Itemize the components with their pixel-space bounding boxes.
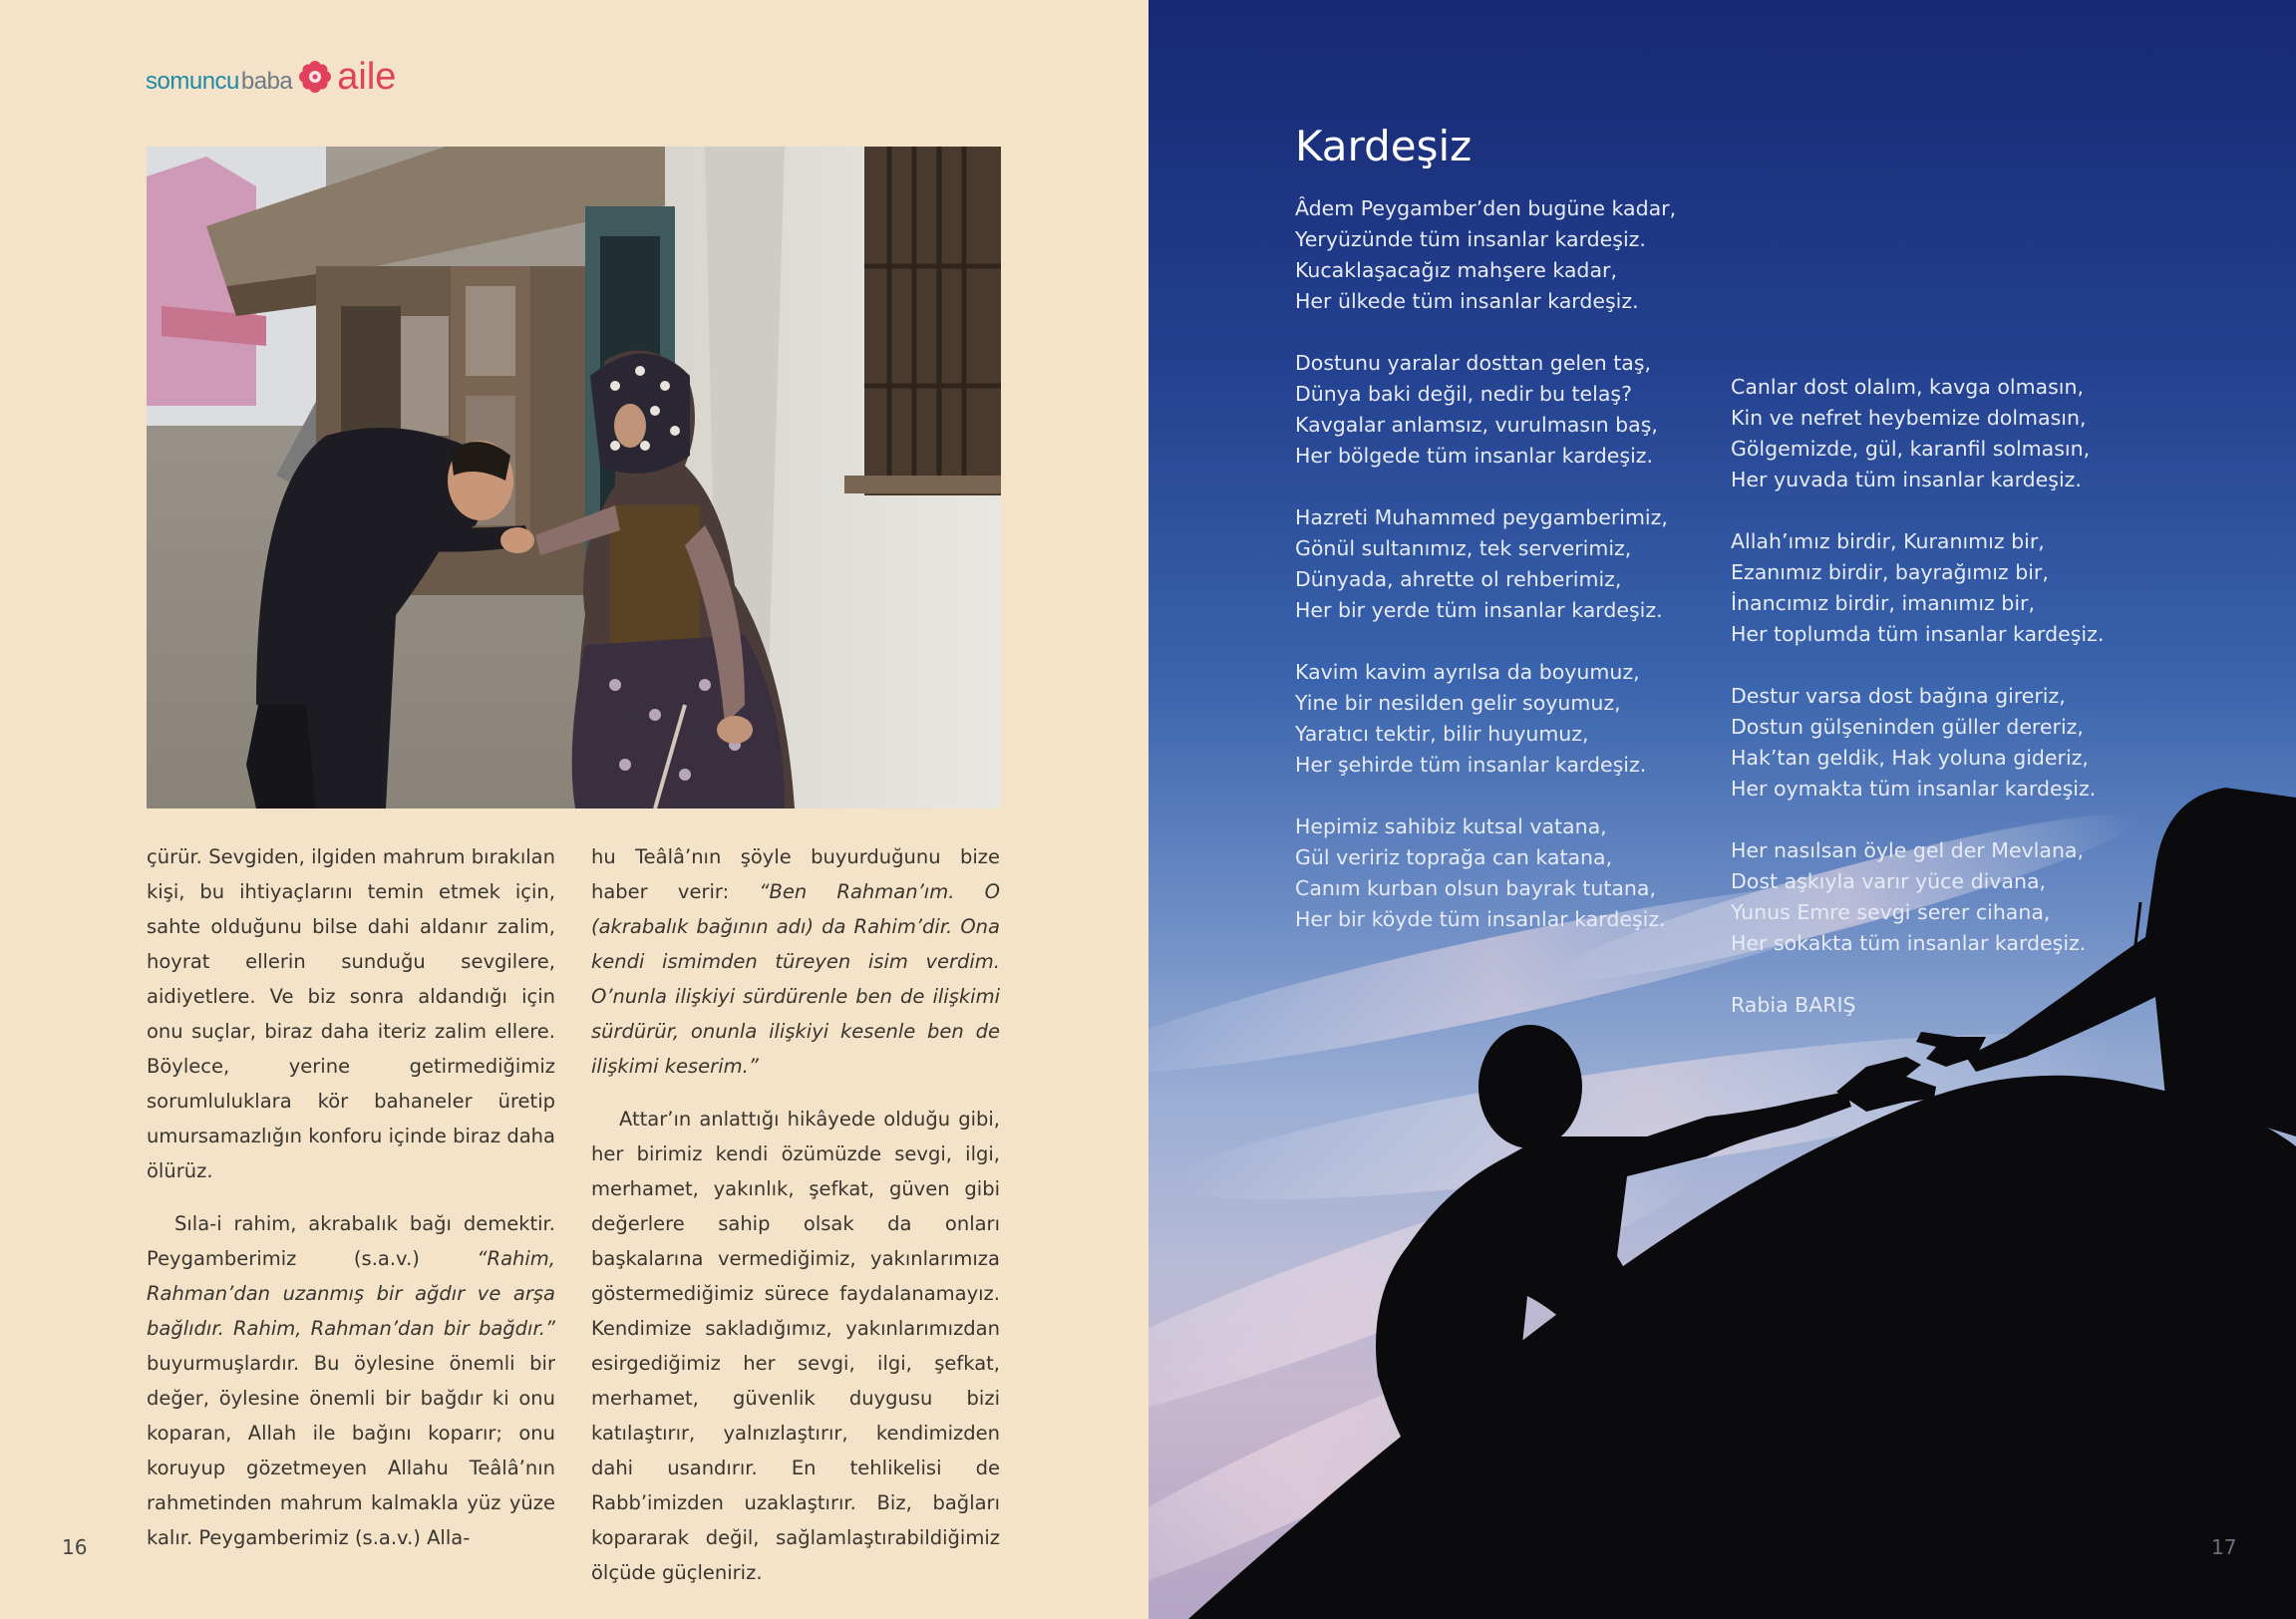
poem-line: Ezanımız birdir, bayrağımız bir, xyxy=(1731,560,2049,584)
poem-line: Hak’tan geldik, Hak yoluna gideriz, xyxy=(1731,746,2089,770)
poem-column-2 xyxy=(1731,372,2159,1021)
poem-title: Kardeşiz xyxy=(1295,122,1473,170)
logo-text-baba: baba xyxy=(240,68,293,95)
paragraph xyxy=(147,839,555,1188)
poem-line: Kavgalar anlamsız, vurulmasın baş, xyxy=(1295,413,1658,437)
poem-line: Dünya baki değil, nedir bu telaş? xyxy=(1295,382,1632,406)
paragraph: Attar’ın anlattığı hikâyede olduğu gibi, her birimiz kendi özümüzde sevgi, ilgi, merhamet, yakınlık, şefkat, güven gibi değerlere sahip olsak da onları başkalarına vermediğimiz, yakınlarımıza göstermediğimiz sürece faydalanamayız. Kendimize sakladığımız, yakınlarımızdan esirgediğimiz her sevgi, ilgi, şefkat, merhamet, güvenlik duygusu bizi katılaştırır, yalnızlaştırır, kendimizden dahi usandırır. En tehlikelisi de Rabb’imizden uzaklaştırır. Biz, bağları kopararak değil, sağlamlaştırabildiğimiz ölçüde güçleniriz. xyxy=(591,1108,1000,1584)
paragraph-text: hu Teâlâ’nın şöyle buyurduğunu bize haber verir: xyxy=(591,845,1000,903)
stanza xyxy=(1731,372,2159,495)
village-photo xyxy=(147,147,1001,809)
poem-line: Her yuvada tüm insanlar kardeşiz. xyxy=(1731,468,2082,491)
poem-line: Âdem Peygamber’den bugüne kadar, xyxy=(1295,196,1677,220)
article-column-1 xyxy=(147,839,555,1573)
poem-line: Her şehirde tüm insanlar kardeşiz. xyxy=(1295,753,1647,777)
poem-line: Her toplumda tüm insanlar kardeşiz. xyxy=(1731,622,2105,646)
poem-line: Canım kurban olsun bayrak tutana, xyxy=(1295,876,1657,900)
stanza xyxy=(1295,193,1724,317)
poem-line: Gönül sultanımız, tek serverimiz, xyxy=(1295,536,1632,560)
poem-line: İnancımız birdir, imanımız bir, xyxy=(1731,591,2035,615)
paragraph-text: buyurmuşlardır. Bu öylesine önemli bir değer, öylesine önemli bir bağdır ki onu koparan, Allah ile bağını koparır; onu koruyup gözetmeyen Allahu Teâlâ’nın rahmetinden mahrum kalmakla yüz yüze kalır. Peygamberimiz (s.a.v.) Alla- xyxy=(147,1352,555,1549)
stanza xyxy=(1731,526,2159,650)
paragraph xyxy=(591,839,1000,1084)
stanza xyxy=(1731,835,2159,959)
poem-line: Kin ve nefret heybemize dolmasın, xyxy=(1731,406,2087,430)
poem-line: Hepimiz sahibiz kutsal vatana, xyxy=(1295,814,1607,838)
poem-line: Hazreti Muhammed peygamberimiz, xyxy=(1295,505,1668,529)
stanza xyxy=(1731,681,2159,805)
poem-line: Yaratıcı tektir, bilir huyumuz, xyxy=(1295,722,1589,746)
poem-line: Yeryüzünde tüm insanlar kardeşiz. xyxy=(1295,227,1646,251)
paragraph-text: çürür. Sevgiden, ilgiden mahrum bırakılan kişi, bu ihtiyaçlarını temin etmek için, sahte olduğunu bilse dahi aldanır zalim, hoyrat ellerin sunduğu sevgilere, aidiyetlere. Ve biz sonra aldandığı için onu suçlar, biraz daha iteriz zalim ellere. Böylece, yerine getirmediğimiz sorumluluklara kör bahaneler üretip umursamazlığın konforu içinde biraz daha ölürüz. xyxy=(147,845,555,1182)
poem-line: Dostun gülşeninden güller dereriz, xyxy=(1731,715,2084,739)
poem-line: Her bir köyde tüm insanlar kardeşiz. xyxy=(1295,907,1666,931)
poem-line: Dost aşkıyla varır yüce divana, xyxy=(1731,869,2047,893)
poem-line: Kavim kavim ayrılsa da boyumuz, xyxy=(1295,660,1640,684)
poem-line: Canlar dost olalım, kavga olmasın, xyxy=(1731,375,2085,399)
hadith-quote: “Rahim, Rahman’dan uzanmış bir ağdır ve arşa bağlıdır. Rahim, Rahman’dan bir bağdır.” xyxy=(147,1247,555,1340)
poem-line: Her ülkede tüm insanlar kardeşiz. xyxy=(1295,289,1639,313)
stanza xyxy=(1295,502,1724,626)
poem-line: Gölgemizde, gül, karanfil solmasın, xyxy=(1731,437,2091,461)
logo-text-somuncu: somuncu xyxy=(146,68,239,95)
poem-line: Her bir yerde tüm insanlar kardeşiz. xyxy=(1295,598,1663,622)
poem-line: Kucaklaşacağız mahşere kadar, xyxy=(1295,258,1617,282)
poem-line: Yine bir nesilden gelir soyumuz, xyxy=(1295,691,1621,715)
paragraph xyxy=(147,1206,555,1555)
logo-text-aile: aile xyxy=(337,56,397,98)
paragraph-text: Sıla-i rahim, akrabalık bağı demektir. Peygamberimiz (s.a.v.) xyxy=(147,1212,555,1270)
article-column-2 xyxy=(591,839,1000,1608)
flower-logo-icon xyxy=(298,60,332,94)
poem-line: Her oymakta tüm insanlar kardeşiz. xyxy=(1731,777,2097,801)
stanza xyxy=(1295,811,1724,935)
poem-line: Dostunu yaralar dosttan gelen taş, xyxy=(1295,351,1652,375)
stanza xyxy=(1295,657,1724,781)
poem-column-1 xyxy=(1295,193,1724,966)
poem-line: Destur varsa dost bağına gireriz, xyxy=(1731,684,2066,708)
poem-line: Her bölgede tüm insanlar kardeşiz. xyxy=(1295,444,1654,468)
page-number-left: 16 xyxy=(62,1535,88,1559)
poem-line: Allah’ımız birdir, Kuranımız bir, xyxy=(1731,529,2045,553)
poem-line: Her sokakta tüm insanlar kardeşiz. xyxy=(1731,931,2087,955)
poem-line: Dünyada, ahrette ol rehberimiz, xyxy=(1295,567,1622,591)
poem-line: Yunus Emre sevgi serer cihana, xyxy=(1731,900,2051,924)
right-page xyxy=(1148,0,2296,1619)
stanza xyxy=(1295,348,1724,472)
page-number-right: 17 xyxy=(2211,1535,2237,1559)
poem-author: Rabia BARIŞ xyxy=(1731,993,1856,1017)
poem-line: Gül veririz toprağa can katana, xyxy=(1295,845,1613,869)
hadith-quote: “Ben Rahman’ım. O (akrabalık bağının adı) da Rahim’dir. Ona kendi ismimden türeyen isim verdim. O’nunla ilişkiyi sürdürenle ben de ilişkimi sürdürür, onunla ilişkiyi kesenle ben de ilişkimi keserim.” xyxy=(591,880,1000,1078)
magazine-logo xyxy=(146,52,396,96)
poem-line: Her nasılsan öyle gel der Mevlana, xyxy=(1731,838,2085,862)
